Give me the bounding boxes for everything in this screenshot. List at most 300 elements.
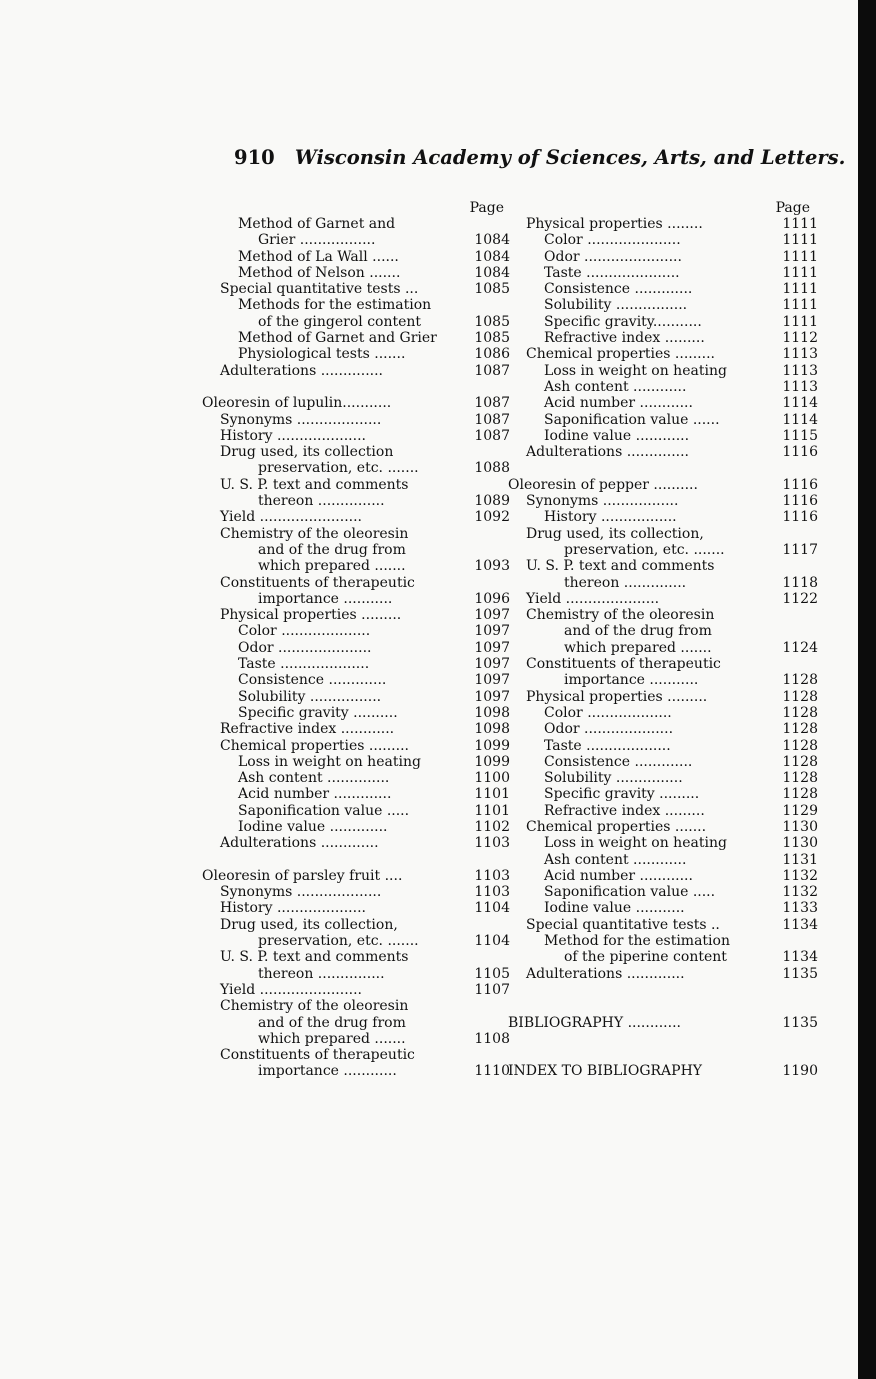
toc-entry bbox=[198, 232, 510, 248]
toc-entry-text: Special quantitative tests ... bbox=[220, 281, 419, 298]
toc-entry-page: 1113 bbox=[782, 378, 818, 395]
toc-entry-page: 1084 bbox=[474, 264, 510, 281]
toc-entry-page: 1096 bbox=[474, 590, 510, 607]
toc-entry-text: Consistence ............. bbox=[544, 753, 693, 770]
toc-entry bbox=[504, 672, 818, 688]
toc-entry-text: Method of Nelson ....... bbox=[238, 264, 401, 281]
toc-entry-text: preservation, etc. ....... bbox=[564, 541, 725, 558]
toc-entry bbox=[504, 558, 818, 574]
toc-entry-text: Iodine value ........... bbox=[544, 900, 685, 917]
toc-entry bbox=[198, 721, 510, 737]
toc-entry-page: 1105 bbox=[474, 965, 510, 982]
toc-entry-page bbox=[774, 526, 818, 542]
toc-entry bbox=[198, 1047, 510, 1063]
toc-entry-page: 1104 bbox=[474, 933, 510, 950]
toc-entry bbox=[198, 297, 510, 313]
toc-entry-page: 1107 bbox=[474, 981, 510, 998]
toc-entry bbox=[504, 884, 818, 900]
toc-entry-text: Chemical properties ....... bbox=[526, 818, 707, 835]
toc-entry-text: Acid number ............. bbox=[238, 786, 392, 803]
toc-entry-text bbox=[504, 982, 774, 998]
toc-entry-page bbox=[774, 460, 818, 476]
toc-entry-page: 1097 bbox=[474, 672, 510, 689]
toc-entry bbox=[198, 917, 510, 933]
toc-entry-text: Grier ................. bbox=[258, 232, 376, 249]
toc-entry bbox=[504, 786, 818, 802]
toc-entry-page: 1085 bbox=[474, 313, 510, 330]
toc-entry bbox=[198, 460, 510, 476]
toc-entry-text: Drug used, its collection, bbox=[526, 525, 704, 542]
toc-entry-page: 1097 bbox=[474, 656, 510, 673]
toc-entry bbox=[198, 591, 510, 607]
toc-entry-text: importance ........... bbox=[258, 590, 393, 607]
toc-entry-text: of the piperine content bbox=[564, 949, 727, 966]
toc-entry bbox=[198, 1031, 510, 1047]
toc-entry-text: preservation, etc. ....... bbox=[258, 460, 419, 477]
toc-entry-text: Synonyms ................. bbox=[526, 493, 679, 510]
toc-entry-text: Solubility ................ bbox=[544, 297, 688, 314]
toc-entry-page: 1135 bbox=[782, 1014, 818, 1031]
toc-entry-page: 1113 bbox=[782, 346, 818, 363]
toc-entry-page: 1117 bbox=[782, 541, 818, 558]
toc-entry-text: History .................... bbox=[220, 427, 366, 444]
toc-entry-text: Chemistry of the oleoresin bbox=[526, 607, 715, 624]
toc-entry-page: 1133 bbox=[782, 900, 818, 917]
toc-entry-text bbox=[504, 1047, 774, 1063]
toc-entry-page: 1088 bbox=[474, 460, 510, 477]
toc-entry-text: Adulterations .............. bbox=[526, 444, 690, 461]
toc-entry bbox=[198, 966, 510, 982]
toc-entry bbox=[198, 1015, 510, 1031]
toc-entry-page bbox=[774, 982, 818, 998]
toc-entry-text: Drug used, its collection bbox=[220, 444, 394, 461]
toc-entry-page: 1114 bbox=[782, 395, 818, 412]
page-column-label-left: Page bbox=[469, 200, 504, 216]
toc-entry-page bbox=[774, 623, 818, 639]
toc-entry bbox=[504, 297, 818, 313]
toc-entry bbox=[198, 819, 510, 835]
toc-entry-text: preservation, etc. ....... bbox=[258, 933, 419, 950]
toc-entry bbox=[198, 705, 510, 721]
toc-entry bbox=[504, 265, 818, 281]
toc-entry-text: Color ..................... bbox=[544, 232, 681, 249]
toc-entry-page: 1097 bbox=[474, 688, 510, 705]
toc-entry bbox=[198, 428, 510, 444]
toc-entry-text: and of the drug from bbox=[258, 1014, 406, 1031]
toc-entry-page: 1099 bbox=[474, 737, 510, 754]
toc-entry-page: 1085 bbox=[474, 281, 510, 298]
toc-entry-page: 1128 bbox=[782, 688, 818, 705]
toc-entry-page bbox=[774, 1047, 818, 1063]
scan-edge bbox=[858, 0, 876, 1379]
toc-entry bbox=[504, 738, 818, 754]
toc-entry-page: 1111 bbox=[782, 264, 818, 281]
toc-entry-page: 1084 bbox=[474, 248, 510, 265]
toc-entry bbox=[504, 493, 818, 509]
toc-entry-page: 1116 bbox=[782, 493, 818, 510]
toc-entry-page: 1097 bbox=[474, 607, 510, 624]
toc-entry bbox=[504, 835, 818, 851]
toc-entry bbox=[504, 721, 818, 737]
toc-entry bbox=[198, 949, 510, 965]
toc-entry-page bbox=[774, 933, 818, 949]
toc-entry bbox=[504, 770, 818, 786]
toc-entry-text: Specific gravity........... bbox=[544, 313, 702, 330]
toc-entry-text: Yield ..................... bbox=[526, 590, 660, 607]
toc-entry bbox=[504, 917, 818, 933]
toc-entry-page bbox=[774, 1031, 818, 1047]
toc-entry-text: Consistence ............. bbox=[544, 281, 693, 298]
toc-entry-page: 1128 bbox=[782, 770, 818, 787]
toc-entry bbox=[198, 640, 510, 656]
toc-entry bbox=[504, 607, 818, 623]
toc-entry-text: Chemistry of the oleoresin bbox=[220, 525, 409, 542]
toc-entry bbox=[504, 509, 818, 525]
toc-entry-text: thereon ............... bbox=[258, 965, 385, 982]
toc-entry-page: 1116 bbox=[782, 476, 818, 493]
running-header bbox=[234, 146, 846, 169]
toc-entry-text: Iodine value ............ bbox=[544, 427, 690, 444]
toc-entry-page: 1135 bbox=[782, 965, 818, 982]
toc-entry-page: 1128 bbox=[782, 786, 818, 803]
toc-entry-text: Oleoresin of lupulin........... bbox=[202, 395, 392, 412]
toc-entry-page bbox=[774, 656, 818, 672]
toc-entry-text: Loss in weight on heating bbox=[238, 753, 421, 770]
toc-entry-page: 1086 bbox=[474, 346, 510, 363]
toc-entry bbox=[504, 428, 818, 444]
toc-entry-page: 1130 bbox=[782, 835, 818, 852]
toc-entry-text: Yield ....................... bbox=[220, 981, 363, 998]
toc-entry-page: 1108 bbox=[474, 1030, 510, 1047]
toc-entry bbox=[504, 623, 818, 639]
toc-entry-page: 1128 bbox=[782, 704, 818, 721]
toc-entry-text: Odor ...................... bbox=[544, 248, 682, 265]
page-column-label-right: Page bbox=[775, 200, 810, 216]
toc-entry-text: Specific gravity .......... bbox=[238, 704, 398, 721]
toc-entry-text: Loss in weight on heating bbox=[544, 835, 727, 852]
toc-entry bbox=[198, 363, 510, 379]
toc-entry-page: 1112 bbox=[782, 330, 818, 347]
toc-entry-text: History .................... bbox=[220, 900, 366, 917]
toc-entry-page: 1115 bbox=[782, 427, 818, 444]
toc-entry bbox=[504, 330, 818, 346]
toc-entry-text: BIBLIOGRAPHY ............ bbox=[508, 1014, 681, 1031]
toc-entry-text: U. S. P. text and comments bbox=[220, 949, 409, 966]
toc-entry-page bbox=[774, 998, 818, 1014]
toc-entry-page: 1132 bbox=[782, 884, 818, 901]
toc-entry bbox=[504, 900, 818, 916]
toc-entry bbox=[198, 738, 510, 754]
toc-entry bbox=[198, 216, 510, 232]
toc-entry-page: 1111 bbox=[782, 313, 818, 330]
toc-entry-page: 1124 bbox=[782, 639, 818, 656]
toc-entry-page: 1089 bbox=[474, 493, 510, 510]
toc-entry-text: Oleoresin of pepper .......... bbox=[508, 476, 698, 493]
toc-entry-text: Chemical properties ......... bbox=[526, 346, 715, 363]
toc-left-column bbox=[198, 200, 510, 1080]
toc-entry-page: 1134 bbox=[782, 916, 818, 933]
toc-entry-page: 1100 bbox=[474, 770, 510, 787]
toc-entry bbox=[198, 542, 510, 558]
toc-entry-text: Taste ................... bbox=[544, 737, 671, 754]
toc-entry-text: Ash content ............ bbox=[544, 378, 687, 395]
toc-entry bbox=[504, 216, 818, 232]
toc-entry bbox=[198, 623, 510, 639]
toc-entry-text: Refractive index ......... bbox=[544, 330, 705, 347]
toc-entry-page: 1116 bbox=[782, 509, 818, 526]
toc-entry bbox=[198, 526, 510, 542]
toc-entry bbox=[198, 852, 510, 868]
toc-entry-page: 1092 bbox=[474, 509, 510, 526]
toc-entry-text: Physical properties ......... bbox=[220, 607, 402, 624]
toc-entry bbox=[198, 558, 510, 574]
toc-entry-text: which prepared ....... bbox=[564, 639, 712, 656]
toc-entry-page: 1132 bbox=[782, 867, 818, 884]
toc-entry bbox=[198, 575, 510, 591]
toc-entry bbox=[198, 477, 510, 493]
toc-entry-text: Iodine value ............. bbox=[238, 818, 388, 835]
toc-entry-page: 1087 bbox=[474, 362, 510, 379]
toc-entry bbox=[198, 998, 510, 1014]
toc-entry-page: 1103 bbox=[474, 835, 510, 852]
toc-entry bbox=[504, 933, 818, 949]
toc-entry-page: 1129 bbox=[782, 802, 818, 819]
toc-entry-text: and of the drug from bbox=[564, 623, 712, 640]
toc-entry bbox=[504, 477, 818, 493]
toc-entry-text: Constituents of therapeutic bbox=[526, 656, 721, 673]
toc-entry-page: 1099 bbox=[474, 753, 510, 770]
toc-entry bbox=[198, 835, 510, 851]
toc-entry-page: 1134 bbox=[782, 949, 818, 966]
toc-entry bbox=[198, 933, 510, 949]
toc-entry-text: Physical properties ........ bbox=[526, 216, 703, 232]
toc-entry-text: Color .................... bbox=[238, 623, 371, 640]
toc-entry bbox=[198, 493, 510, 509]
toc-entry-text bbox=[504, 460, 774, 476]
toc-entry bbox=[198, 330, 510, 346]
toc-right-column bbox=[504, 200, 818, 1080]
toc-entry-page: 1111 bbox=[782, 216, 818, 232]
toc-entry bbox=[504, 460, 818, 476]
toc-entry-page: 1111 bbox=[782, 297, 818, 314]
toc-entry-page: 1113 bbox=[782, 362, 818, 379]
toc-entry-text: Physiological tests ....... bbox=[238, 346, 406, 363]
toc-entry bbox=[504, 689, 818, 705]
toc-entry bbox=[504, 1015, 818, 1031]
toc-entry bbox=[198, 379, 510, 395]
toc-entry-page: 1128 bbox=[782, 753, 818, 770]
toc-entry-page: 1111 bbox=[782, 248, 818, 265]
toc-entry-text bbox=[198, 379, 466, 395]
toc-entry bbox=[504, 656, 818, 672]
toc-entry bbox=[504, 591, 818, 607]
toc-entry-page: 1114 bbox=[782, 411, 818, 428]
toc-entry-text: Taste ..................... bbox=[544, 264, 680, 281]
toc-entry-text bbox=[504, 998, 774, 1014]
toc-entry-text: Ash content ............ bbox=[544, 851, 687, 868]
toc-entry-text: Yield ....................... bbox=[220, 509, 363, 526]
toc-entry bbox=[198, 412, 510, 428]
toc-entry-text: Special quantitative tests .. bbox=[526, 916, 720, 933]
page-number: 910 bbox=[234, 146, 275, 169]
toc-entry bbox=[504, 444, 818, 460]
toc-entry bbox=[504, 803, 818, 819]
toc-entry-page: 1101 bbox=[474, 802, 510, 819]
toc-entry-text: Taste .................... bbox=[238, 656, 370, 673]
toc-entry bbox=[198, 444, 510, 460]
toc-entry bbox=[198, 656, 510, 672]
toc-entry bbox=[198, 395, 510, 411]
toc-entry-text: which prepared ....... bbox=[258, 558, 406, 575]
toc-entry-page: 1190 bbox=[782, 1063, 818, 1080]
toc-entry bbox=[504, 363, 818, 379]
toc-entry-text: Adulterations .............. bbox=[220, 362, 384, 379]
toc-entry-text: which prepared ....... bbox=[258, 1030, 406, 1047]
toc-entry-text: Drug used, its collection, bbox=[220, 916, 398, 933]
toc-entry bbox=[198, 509, 510, 525]
toc-entry-text bbox=[198, 852, 466, 868]
toc-entry bbox=[504, 412, 818, 428]
toc-entry-text: Constituents of therapeutic bbox=[220, 574, 415, 591]
toc-entry bbox=[504, 379, 818, 395]
toc-entry-text: Saponification value ..... bbox=[544, 884, 716, 901]
toc-entry-text: Refractive index ......... bbox=[544, 802, 705, 819]
toc-entry-page: 1087 bbox=[474, 395, 510, 412]
toc-entry bbox=[198, 803, 510, 819]
toc-entry-page: 1097 bbox=[474, 639, 510, 656]
toc-entry-page: 1110 bbox=[474, 1063, 510, 1080]
toc-entry bbox=[504, 526, 818, 542]
toc-entry-text: Chemical properties ......... bbox=[220, 737, 409, 754]
toc-entry-page: 1116 bbox=[782, 444, 818, 461]
toc-entry-page: 1130 bbox=[782, 818, 818, 835]
toc-entry bbox=[198, 346, 510, 362]
toc-entry-page: 1103 bbox=[474, 867, 510, 884]
toc-entry bbox=[504, 982, 818, 998]
toc-entry-text: thereon ............... bbox=[258, 493, 385, 510]
toc-entry-text: Odor .................... bbox=[544, 721, 674, 738]
toc-right-rows bbox=[504, 216, 818, 1080]
toc-entry-page: 1128 bbox=[782, 721, 818, 738]
toc-entry-text: and of the drug from bbox=[258, 541, 406, 558]
toc-entry-text: Method of Garnet and bbox=[238, 216, 396, 232]
toc-entry bbox=[504, 1063, 818, 1079]
toc-entry bbox=[504, 705, 818, 721]
toc-entry-text: Physical properties ......... bbox=[526, 688, 708, 705]
toc-entry-page bbox=[774, 607, 818, 623]
toc-entry-text: Saponification value ..... bbox=[238, 802, 410, 819]
toc-entry-text: Chemistry of the oleoresin bbox=[220, 998, 409, 1015]
toc-entry-page: 1111 bbox=[782, 232, 818, 249]
toc-entry-page: 1104 bbox=[474, 900, 510, 917]
toc-entry-text: Methods for the estimation bbox=[238, 297, 432, 314]
toc-entry bbox=[504, 1047, 818, 1063]
toc-entry bbox=[198, 770, 510, 786]
toc-entry-text: Method for the estimation bbox=[544, 933, 730, 950]
toc-entry-text: U. S. P. text and comments bbox=[526, 558, 715, 575]
toc-entry-page: 1087 bbox=[474, 411, 510, 428]
toc-entry-text: Acid number ............ bbox=[544, 867, 693, 884]
toc-entry bbox=[504, 346, 818, 362]
toc-entry bbox=[198, 265, 510, 281]
toc-entry-text: Odor ..................... bbox=[238, 639, 372, 656]
toc-entry-page: 1131 bbox=[782, 851, 818, 868]
toc-entry bbox=[198, 689, 510, 705]
toc-entry-text: Constituents of therapeutic bbox=[220, 1047, 415, 1064]
toc-entry-page: 1122 bbox=[782, 590, 818, 607]
toc-entry-text: Specific gravity ......... bbox=[544, 786, 700, 803]
toc-entry-page: 1102 bbox=[474, 818, 510, 835]
toc-entry-text: U. S. P. text and comments bbox=[220, 476, 409, 493]
toc-entry-page bbox=[774, 558, 818, 574]
toc-entry-text: Oleoresin of parsley fruit .... bbox=[202, 867, 403, 884]
toc-entry bbox=[504, 249, 818, 265]
toc-entry-text: Adulterations ............. bbox=[526, 965, 685, 982]
toc-entry-page: 1111 bbox=[782, 281, 818, 298]
toc-entry bbox=[198, 672, 510, 688]
toc-entry-page: 1097 bbox=[474, 623, 510, 640]
toc-entry bbox=[198, 900, 510, 916]
toc-entry bbox=[504, 754, 818, 770]
toc-entry-text: Refractive index ............ bbox=[220, 721, 395, 738]
toc-entry bbox=[198, 314, 510, 330]
toc-entry-text: INDEX TO BIBLIOGRAPHY bbox=[508, 1063, 703, 1080]
toc-entry bbox=[504, 1031, 818, 1047]
toc-entry bbox=[198, 607, 510, 623]
toc-entry-text: Saponification value ...... bbox=[544, 411, 720, 428]
toc-left-rows bbox=[198, 216, 510, 1080]
toc-entry-text: importance ............ bbox=[258, 1063, 397, 1080]
toc-entry bbox=[504, 395, 818, 411]
toc-entry bbox=[504, 314, 818, 330]
toc-entry-text: Synonyms ................... bbox=[220, 411, 382, 428]
toc-entry-text: Loss in weight on heating bbox=[544, 362, 727, 379]
toc-entry bbox=[198, 249, 510, 265]
toc-entry bbox=[504, 819, 818, 835]
toc-entry bbox=[504, 640, 818, 656]
toc-entry-text: Adulterations ............. bbox=[220, 835, 379, 852]
toc-entry-text: of the gingerol content bbox=[258, 313, 422, 330]
toc-entry bbox=[504, 966, 818, 982]
toc-entry bbox=[504, 575, 818, 591]
toc-entry bbox=[504, 868, 818, 884]
toc-entry bbox=[504, 542, 818, 558]
toc-entry-text: History ................. bbox=[544, 509, 677, 526]
toc-entry-page: 1128 bbox=[782, 737, 818, 754]
toc-entry-text: Method of Garnet and Grier bbox=[238, 330, 437, 347]
toc-entry bbox=[198, 884, 510, 900]
toc-entry-page: 1101 bbox=[474, 786, 510, 803]
toc-entry-text: thereon .............. bbox=[564, 574, 687, 591]
toc-entry bbox=[504, 852, 818, 868]
toc-entry-text: Synonyms ................... bbox=[220, 884, 382, 901]
journal-title: Wisconsin Academy of Sciences, Arts, and Letters. bbox=[294, 146, 846, 169]
toc-entry-text bbox=[504, 1031, 774, 1047]
toc-entry bbox=[198, 982, 510, 998]
toc-entry-page: 1118 bbox=[782, 574, 818, 591]
toc-entry-text: Acid number ............ bbox=[544, 395, 693, 412]
toc-entry-text: Consistence ............. bbox=[238, 672, 387, 689]
toc-entry bbox=[504, 998, 818, 1014]
toc-entry-page: 1098 bbox=[474, 721, 510, 738]
toc-entry bbox=[198, 1063, 510, 1079]
toc-entry-text: Method of La Wall ...... bbox=[238, 248, 399, 265]
toc-entry-page: 1085 bbox=[474, 330, 510, 347]
toc-entry-text: Ash content .............. bbox=[238, 770, 390, 787]
toc-entry-page: 1098 bbox=[474, 704, 510, 721]
toc-entry-page: 1084 bbox=[474, 232, 510, 249]
toc-entry bbox=[504, 281, 818, 297]
